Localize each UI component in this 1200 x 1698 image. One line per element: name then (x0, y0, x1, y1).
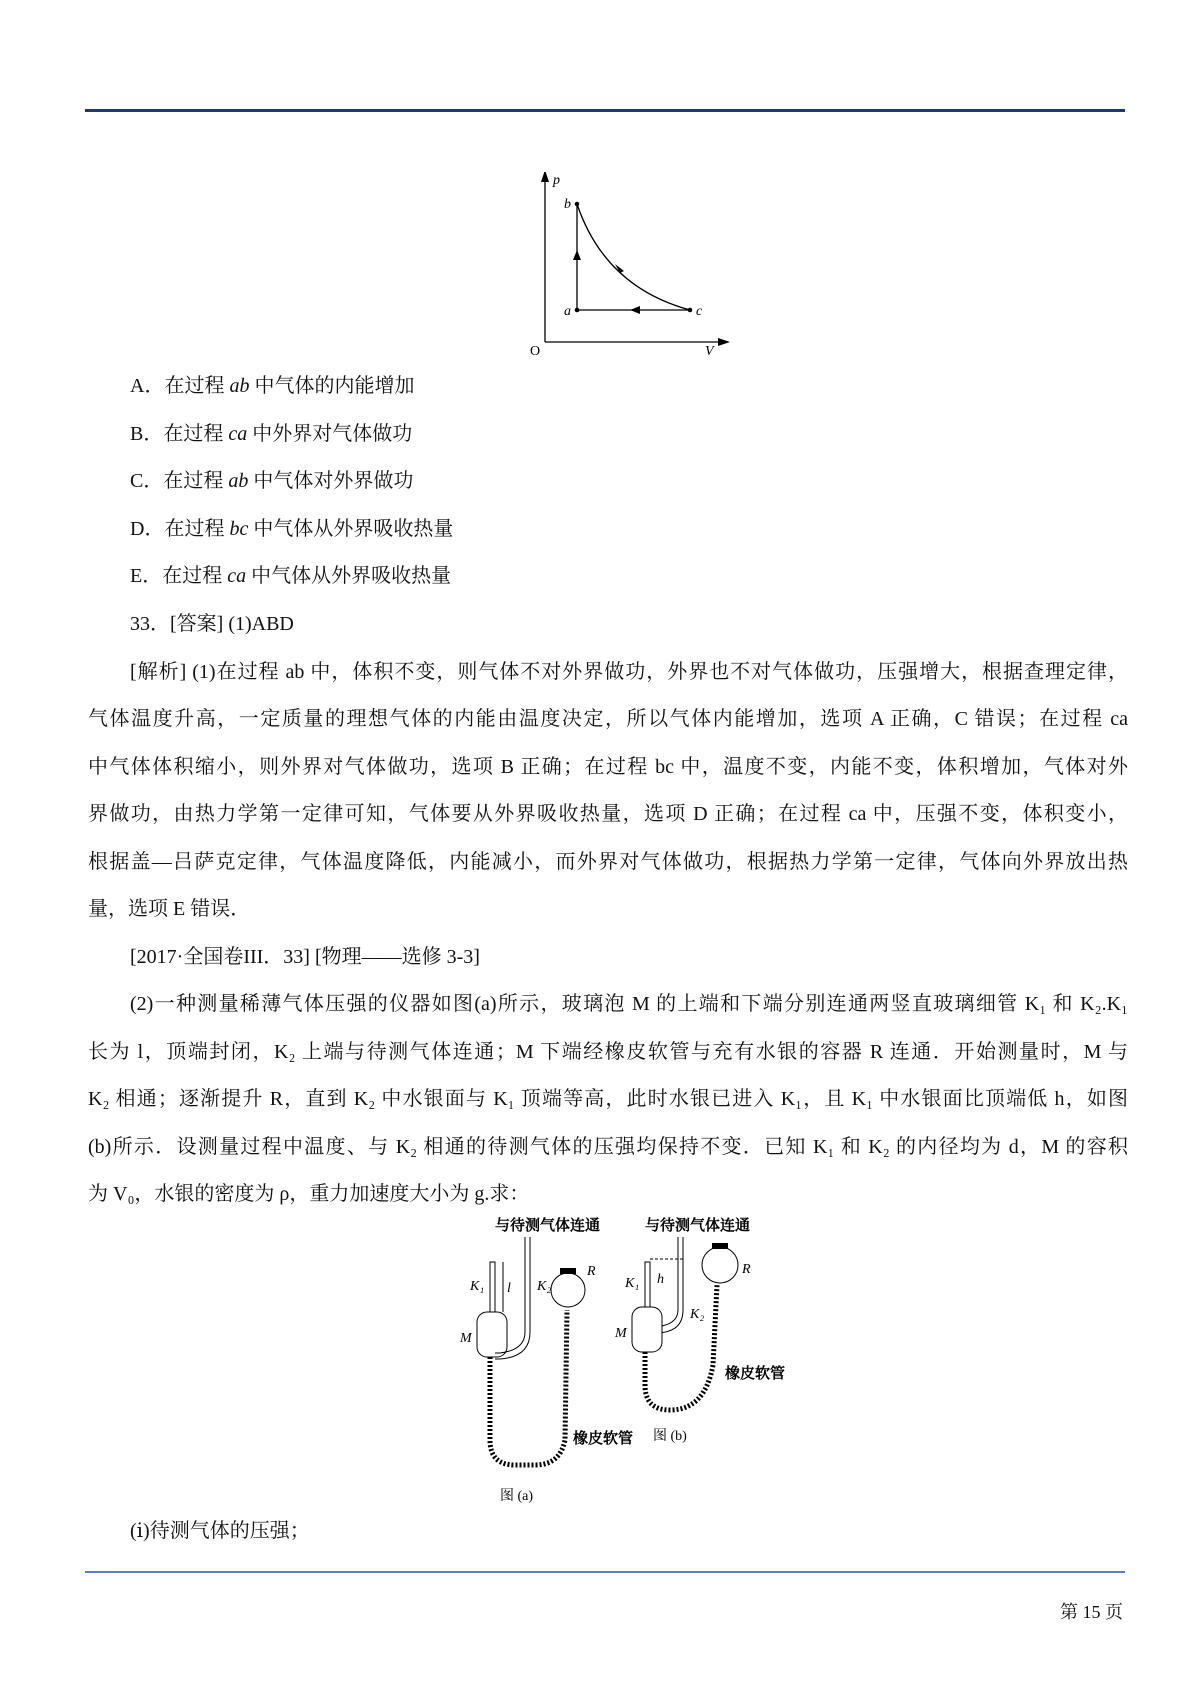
header-rule (85, 109, 1125, 112)
point-c-label: c (696, 304, 703, 319)
option-b: B．在过程 ca 中外界对气体做功 (130, 423, 413, 445)
point-b-label: b (564, 197, 571, 212)
caption-a: 图 (a) (500, 1489, 534, 1504)
analysis-line: 量，选项 E 错误． (88, 898, 251, 920)
question-line: 长为 l，顶端封闭，K₂ 上端与待测气体连通；M 下端经橡皮软管与充有水银的容器 R 连通．开始测量时，M 与 (88, 1041, 1128, 1063)
r-label-a: R (587, 1264, 596, 1279)
apparatus-figure (455, 1215, 815, 1505)
origin-label: O (530, 344, 541, 357)
analysis-line: 根据盖—吕萨克定律，气体温度降低，内能减小，而外界对气体做功，根据热力学第一定律，气体向外界放出热 (88, 851, 1128, 873)
option-e: E．在过程 ca 中气体从外界吸收热量 (130, 565, 452, 587)
m-label-a: M (460, 1331, 472, 1346)
analysis-line: 界做功，由热力学第一定律可知，气体要从外界吸收热量，选项 D 正确；在过程 ca 中，压强不变，体积变小， (88, 803, 1128, 825)
r-label-b: R (742, 1262, 751, 1277)
question-line: (2)一种测量稀薄气体压强的仪器如图(a)所示，玻璃泡 M 的上端和下端分别连通两竖直玻璃细管 K₁ 和 K₂.K₁ (130, 993, 1128, 1015)
connect-label-a: 与待测气体连通 (495, 1218, 601, 1234)
hose-label-a: 橡皮软管 (573, 1431, 634, 1447)
analysis-line: 中气体体积缩小，则外界对气体做功，选项 B 正确；在过程 bc 中，温度不变，内能不变，体积增加，气体对外 (88, 756, 1128, 778)
m-label-b: M (615, 1326, 627, 1341)
caption-b: 图 (b) (653, 1429, 687, 1444)
axis-v-label: V (705, 344, 714, 357)
point-a-label: a (564, 304, 571, 319)
k1-label-a: K₁ (470, 1279, 485, 1294)
footer-rule (85, 1571, 1125, 1573)
page-number: 第 15 页 (1060, 1602, 1123, 1622)
axis-p-label: p (553, 173, 560, 188)
analysis-line: 气体温度升高，一定质量的理想气体的内能由温度决定，所以气体内能增加，选项 A 正确，C 错误；在过程 ca (88, 708, 1128, 730)
connect-label-b: 与待测气体连通 (645, 1218, 751, 1234)
question-line: (b)所示．设测量过程中温度、与 K₂ 相通的待测气体的压强均保持不变．已知 K₁ 和 K₂ 的内径均为 d，M 的容积 (88, 1136, 1128, 1158)
answer-line: 33．[答案] (1)ABD (130, 613, 294, 635)
question-line: 为 V₀，水银的密度为 ρ，重力加速度大小为 g.求： (88, 1183, 530, 1205)
k1-label-b: K₁ (625, 1276, 640, 1291)
k2-label-b: K₂ (690, 1307, 705, 1322)
h-label: h (657, 1272, 664, 1287)
option-d: D．在过程 bc 中气体从外界吸收热量 (130, 518, 454, 540)
hose-label-b: 橡皮软管 (725, 1366, 786, 1382)
option-c: C．在过程 ab 中气体对外界做功 (130, 470, 414, 492)
pv-diagram (520, 172, 730, 357)
l-label: l (507, 1281, 511, 1296)
option-a: A．在过程 ab 中气体的内能增加 (130, 375, 415, 397)
source-line: [2017·全国卷III．33] [物理——选修 3-3] (130, 946, 480, 968)
question-line: K₂ 相通；逐渐提升 R，直到 K₂ 中水银面与 K₁ 顶端等高，此时水银已进入 K₁，且 K₁ 中水银面比顶端低 h，如图 (88, 1088, 1128, 1110)
sub-question: (ⅰ)待测气体的压强； (130, 1520, 310, 1542)
analysis-line: [解析] (1)在过程 ab 中，体积不变，则气体不对外界做功，外界也不对气体做功，压强增大，根据查理定律， (130, 661, 1128, 683)
k2-label-a: K₂ (537, 1279, 552, 1294)
